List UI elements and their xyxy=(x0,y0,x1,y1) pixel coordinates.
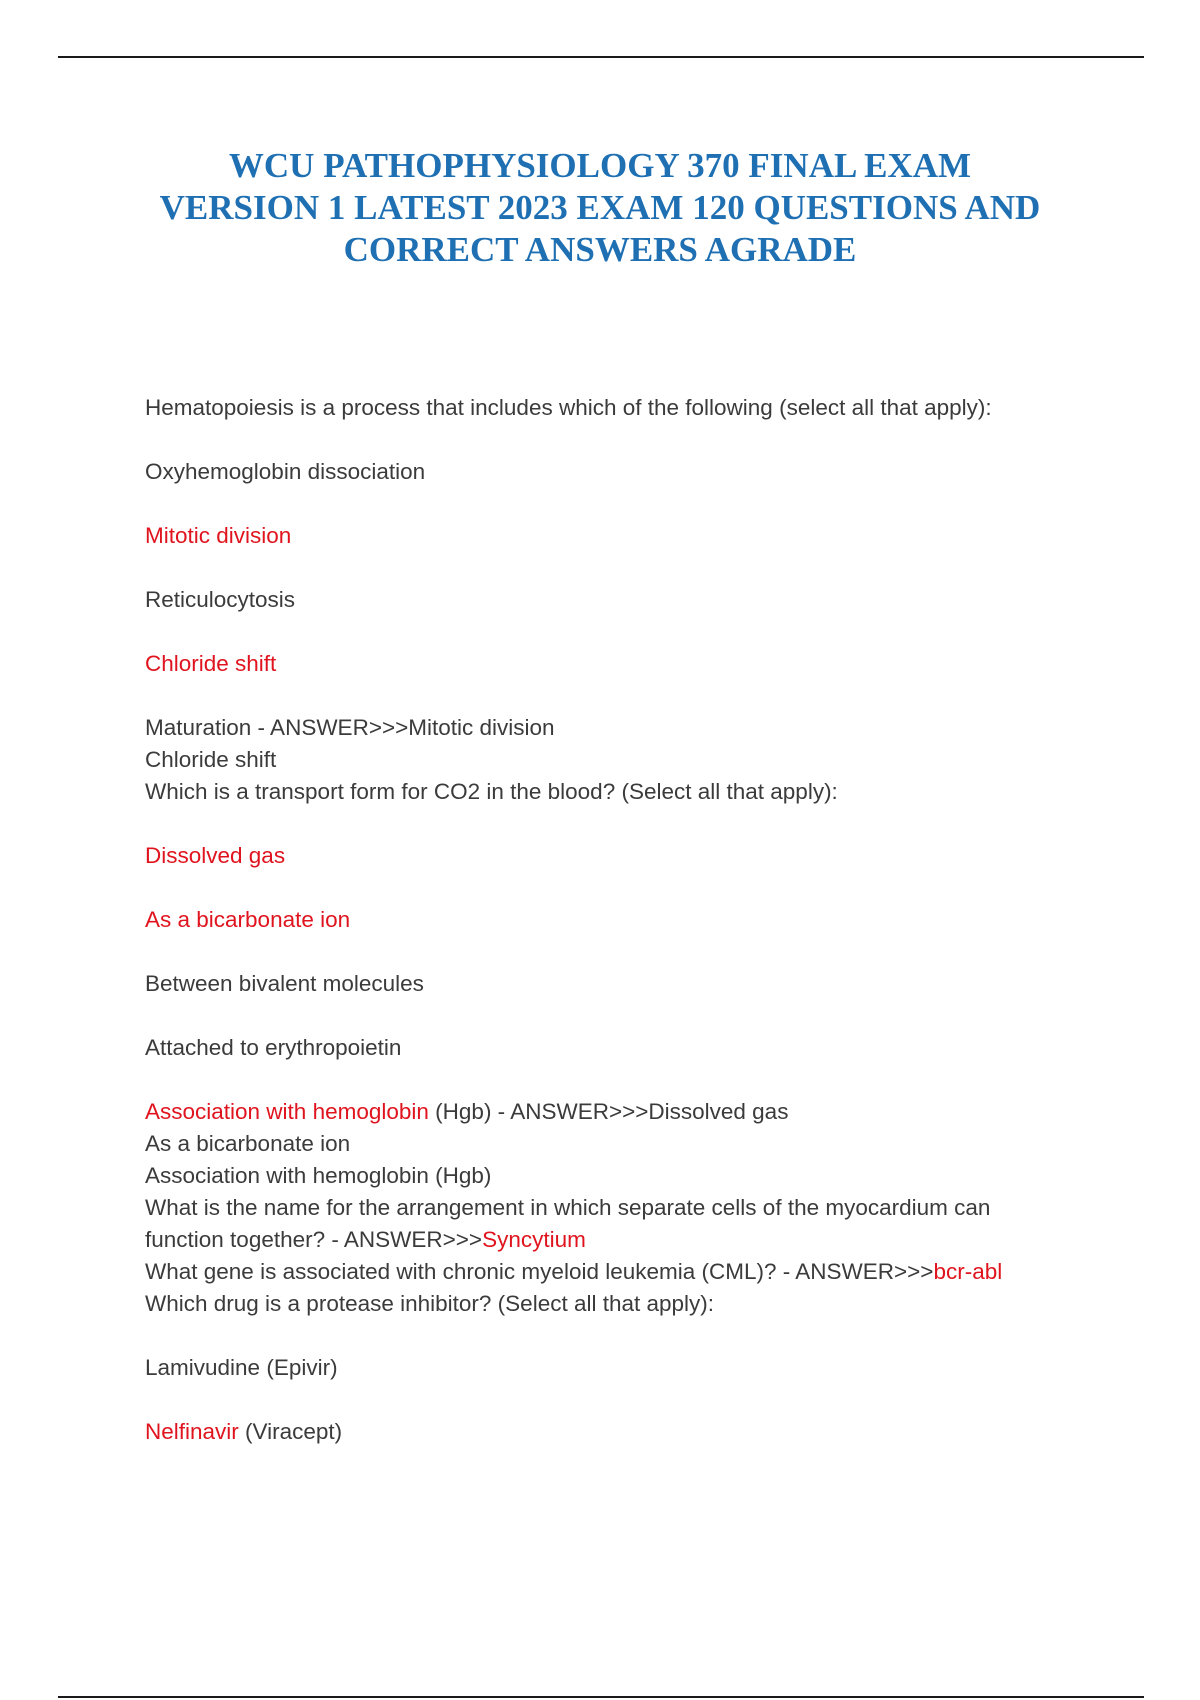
answer-text: Association with hemoglobin (Hgb) xyxy=(145,1163,492,1188)
option: Oxyhemoglobin dissociation xyxy=(145,459,426,484)
answer-text: Chloride shift xyxy=(145,747,277,772)
answer-text: Syncytium xyxy=(482,1227,586,1252)
option: Lamivudine (Epivir) xyxy=(145,1355,338,1380)
answer-text: bcr-abl xyxy=(933,1259,1003,1284)
correct-option: Dissolved gas xyxy=(145,843,286,868)
question-cml-gene: What gene is associated with chronic myeloid leukemia (CML)? - ANSWER>>> xyxy=(145,1259,934,1284)
question-hematopoiesis: Hematopoiesis is a process that includes which of the following (select all that apply): xyxy=(145,395,992,420)
correct-option: Nelfinavir xyxy=(145,1419,239,1444)
option: Between bivalent molecules xyxy=(145,971,424,996)
answer-prefix: (Hgb) - ANSWER>>> xyxy=(428,1099,649,1124)
option-rest: (Viracept) xyxy=(238,1419,343,1444)
option xyxy=(145,1416,1085,1448)
title-line: WCU PATHOPHYSIOLOGY 370 FINAL EXAM xyxy=(228,146,972,185)
answer-text: Dissolved gas xyxy=(648,1099,789,1124)
option: Reticulocytosis xyxy=(145,587,296,612)
title-line: CORRECT ANSWERS AGRADE xyxy=(343,230,857,269)
correct-option: Association with hemoglobin xyxy=(145,1099,429,1124)
title-line: VERSION 1 LATEST 2023 EXAM 120 QUESTIONS AND xyxy=(159,188,1041,227)
document-body xyxy=(145,392,1085,1448)
question-text: function together? - ANSWER>>> xyxy=(145,1227,483,1252)
bottom-rule xyxy=(58,1696,1144,1698)
question-myocardium: What is the name for the arrangement in which separate cells of the myocardium can xyxy=(145,1195,991,1220)
answer-line xyxy=(145,1224,1085,1256)
option: Attached to erythropoietin xyxy=(145,1035,402,1060)
answer-prefix: Maturation - ANSWER>>> xyxy=(145,715,409,740)
answer-line xyxy=(145,1096,1085,1128)
answer-text: Mitotic division xyxy=(408,715,555,740)
correct-option: Mitotic division xyxy=(145,523,292,548)
question-protease-inhibitor: Which drug is a protease inhibitor? (Select all that apply): xyxy=(145,1291,715,1316)
top-rule xyxy=(58,56,1144,58)
answer-text: As a bicarbonate ion xyxy=(145,1131,351,1156)
question-co2-transport: Which is a transport form for CO2 in the blood? (Select all that apply): xyxy=(145,779,838,804)
answer-line xyxy=(145,1256,1085,1288)
answer-line xyxy=(145,712,1085,744)
correct-option: Chloride shift xyxy=(145,651,277,676)
document-title xyxy=(100,145,1100,271)
correct-option: As a bicarbonate ion xyxy=(145,907,351,932)
